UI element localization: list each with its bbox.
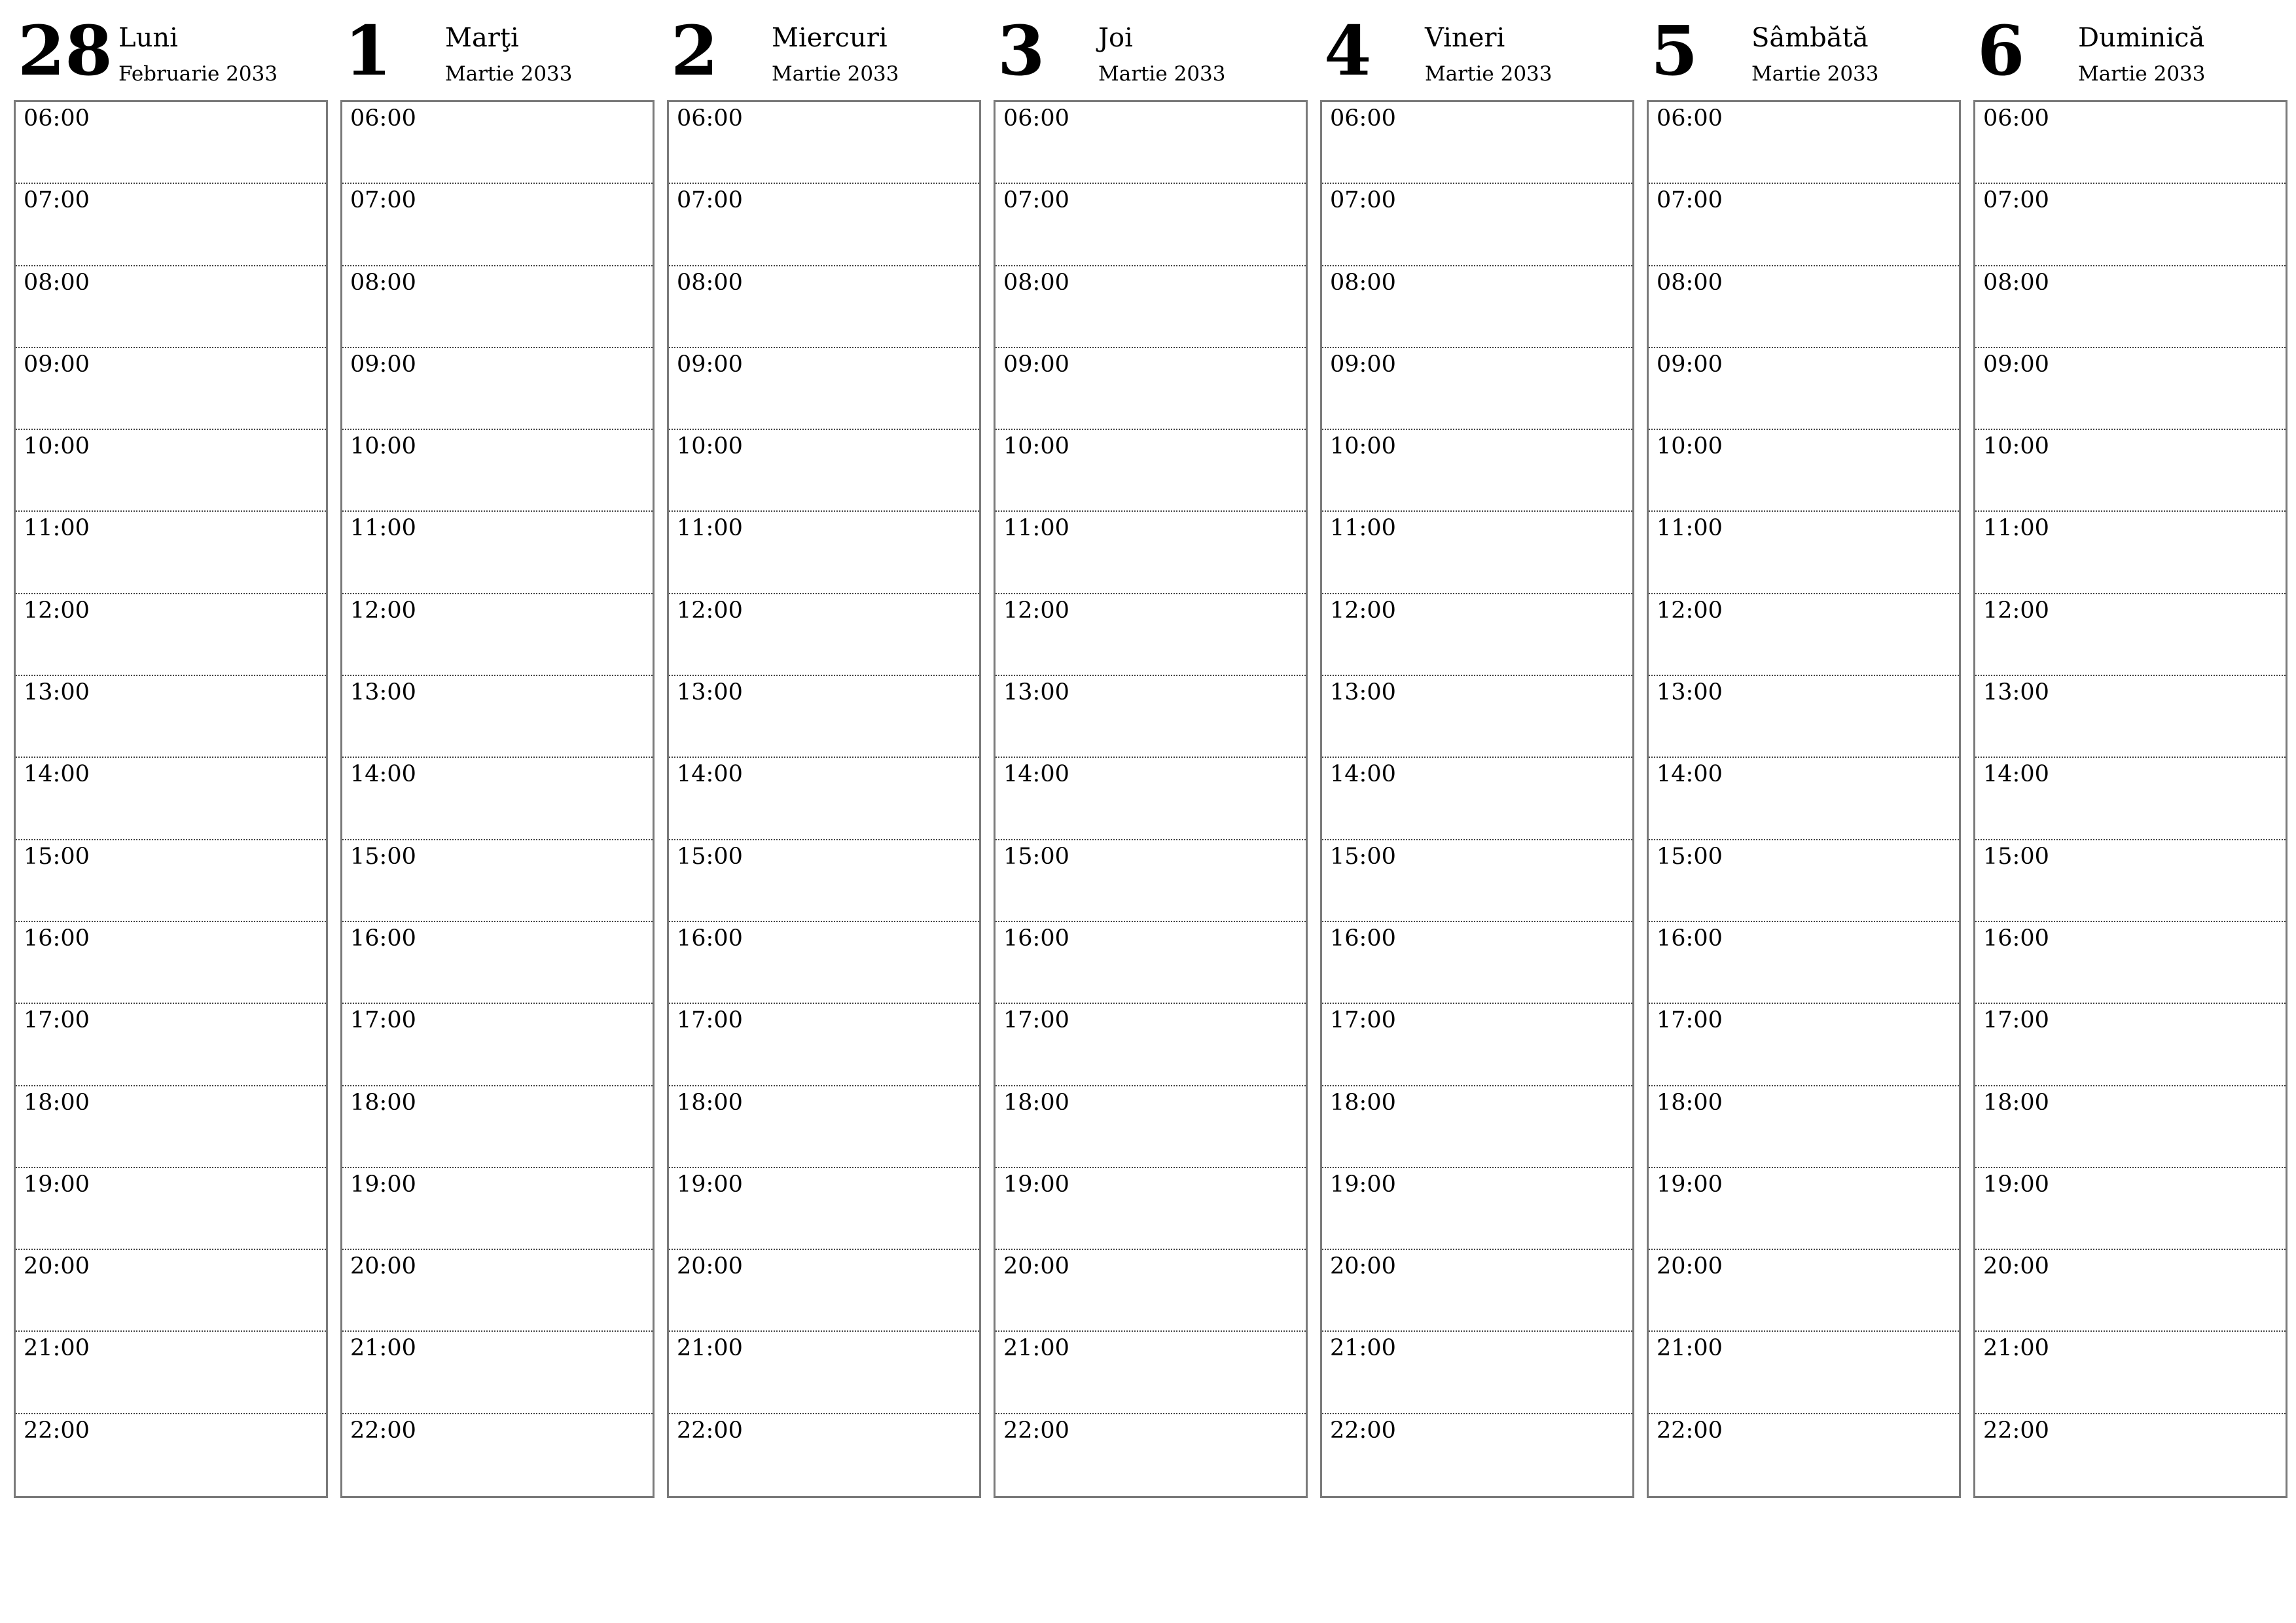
hour-label: 10:00 [1983,433,2049,460]
hour-label: 21:00 [1657,1335,1723,1362]
time-slot[interactable] [1322,102,1632,184]
schedule-box [340,100,655,1498]
time-slot[interactable] [342,1004,653,1086]
day-column [1647,0,1960,1505]
hour-label: 21:00 [350,1335,416,1362]
month-year: Martie 2033 [2078,62,2206,86]
hour-label: 18:00 [1003,1089,1069,1116]
time-slot[interactable] [16,430,326,512]
day-number: 2 [671,10,719,91]
day-column [1320,0,1633,1505]
hour-label: 06:00 [1003,105,1069,132]
hour-label: 16:00 [1983,925,2049,952]
time-slot[interactable] [1649,512,1959,594]
time-slot[interactable] [1322,594,1632,676]
time-slot[interactable] [1322,676,1632,758]
hour-label: 13:00 [350,679,416,706]
time-slot[interactable] [1322,184,1632,266]
month-year: Martie 2033 [772,62,899,86]
time-slot[interactable] [342,512,653,594]
day-header [1973,0,2286,98]
time-slot[interactable] [996,430,1306,512]
hour-label: 15:00 [677,843,743,870]
time-slot[interactable] [1649,430,1959,512]
time-slot[interactable] [669,676,979,758]
hour-label: 16:00 [350,925,416,952]
month-year: Martie 2033 [1098,62,1226,86]
hour-label: 19:00 [1657,1171,1723,1198]
time-slot[interactable] [16,512,326,594]
hour-label: 18:00 [1330,1089,1396,1116]
time-slot[interactable] [669,1250,979,1332]
hour-label: 21:00 [1330,1335,1396,1362]
time-slot[interactable] [1975,922,2286,1004]
hour-label: 22:00 [1983,1417,2049,1444]
hour-label: 17:00 [677,1007,743,1034]
day-header [340,0,653,98]
hour-label: 16:00 [677,925,743,952]
time-slot[interactable] [16,840,326,922]
hour-label: 13:00 [1983,679,2049,706]
hour-label: 12:00 [24,597,90,624]
hour-label: 15:00 [1003,843,1069,870]
hour-label: 19:00 [350,1171,416,1198]
day-header [994,0,1306,98]
hour-label: 22:00 [677,1417,743,1444]
hour-label: 18:00 [1983,1089,2049,1116]
day-header [1647,0,1960,98]
hour-label: 08:00 [1003,269,1069,296]
time-slot[interactable] [669,1414,979,1496]
hour-label: 10:00 [677,433,743,460]
time-slot[interactable] [1975,1086,2286,1168]
hour-label: 06:00 [350,105,416,132]
day-number: 1 [344,10,392,91]
hour-label: 12:00 [1003,597,1069,624]
time-slot[interactable] [1975,758,2286,840]
hour-label: 17:00 [1657,1007,1723,1034]
hour-label: 07:00 [1983,187,2049,214]
time-slot[interactable] [16,594,326,676]
hour-label: 10:00 [1330,433,1396,460]
hour-label: 19:00 [677,1171,743,1198]
hour-label: 06:00 [1657,105,1723,132]
time-slot[interactable] [1975,266,2286,348]
time-slot[interactable] [669,102,979,184]
hour-label: 13:00 [1003,679,1069,706]
hour-label: 15:00 [350,843,416,870]
time-slot[interactable] [342,348,653,430]
hour-label: 21:00 [1003,1335,1069,1362]
hour-label: 07:00 [677,187,743,214]
time-slot[interactable] [342,1414,653,1496]
hour-label: 15:00 [24,843,90,870]
time-slot[interactable] [1975,1004,2286,1086]
day-number: 4 [1324,10,1372,91]
day-column [340,0,653,1505]
time-slot[interactable] [996,1004,1306,1086]
day-number: 6 [1977,10,2025,91]
hour-label: 12:00 [1657,597,1723,624]
time-slot[interactable] [1649,1004,1959,1086]
hour-label: 18:00 [24,1089,90,1116]
hour-label: 10:00 [24,433,90,460]
hour-label: 22:00 [1003,1417,1069,1444]
time-slot[interactable] [16,758,326,840]
time-slot[interactable] [996,102,1306,184]
schedule-box [1973,100,2287,1498]
time-slot[interactable] [1322,1004,1632,1086]
time-slot[interactable] [16,1168,326,1250]
hour-label: 13:00 [1330,679,1396,706]
day-name: Duminică [2078,23,2205,53]
hour-label: 09:00 [1983,351,2049,378]
time-slot[interactable] [342,102,653,184]
day-header [14,0,327,98]
time-slot[interactable] [1649,840,1959,922]
time-slot[interactable] [342,758,653,840]
hour-label: 18:00 [350,1089,416,1116]
hour-label: 10:00 [1003,433,1069,460]
day-header [667,0,980,98]
time-slot[interactable] [342,184,653,266]
hour-label: 18:00 [1657,1089,1723,1116]
time-slot[interactable] [1649,1168,1959,1250]
hour-label: 17:00 [24,1007,90,1034]
time-slot[interactable] [342,922,653,1004]
time-slot[interactable] [1322,266,1632,348]
hour-label: 19:00 [1003,1171,1069,1198]
day-name: Miercuri [772,23,888,53]
hour-label: 20:00 [1657,1253,1723,1280]
hour-label: 10:00 [350,433,416,460]
month-year: Martie 2033 [1751,62,1879,86]
hour-label: 13:00 [24,679,90,706]
time-slot[interactable] [996,266,1306,348]
time-slot[interactable] [669,594,979,676]
hour-label: 07:00 [350,187,416,214]
time-slot[interactable] [1322,758,1632,840]
hour-label: 16:00 [24,925,90,952]
time-slot[interactable] [996,840,1306,922]
time-slot[interactable] [16,676,326,758]
time-slot[interactable] [342,1332,653,1414]
hour-label: 17:00 [1983,1007,2049,1034]
time-slot[interactable] [996,1414,1306,1496]
time-slot[interactable] [669,840,979,922]
hour-label: 08:00 [1983,269,2049,296]
time-slot[interactable] [1322,512,1632,594]
time-slot[interactable] [669,922,979,1004]
time-slot[interactable] [996,922,1306,1004]
time-slot[interactable] [996,1086,1306,1168]
time-slot[interactable] [1649,1086,1959,1168]
hour-label: 11:00 [1983,515,2049,542]
time-slot[interactable] [1322,1332,1632,1414]
hour-label: 15:00 [1330,843,1396,870]
time-slot[interactable] [16,266,326,348]
time-slot[interactable] [1975,184,2286,266]
hour-label: 14:00 [350,761,416,788]
time-slot[interactable] [1649,594,1959,676]
time-slot[interactable] [669,348,979,430]
hour-label: 14:00 [1003,761,1069,788]
hour-label: 10:00 [1657,433,1723,460]
hour-label: 14:00 [24,761,90,788]
hour-label: 07:00 [24,187,90,214]
hour-label: 20:00 [1003,1253,1069,1280]
hour-label: 16:00 [1330,925,1396,952]
hour-label: 08:00 [24,269,90,296]
time-slot[interactable] [669,758,979,840]
day-name: Luni [118,23,178,53]
hour-label: 13:00 [677,679,743,706]
day-column [994,0,1306,1505]
time-slot[interactable] [996,676,1306,758]
hour-label: 09:00 [1003,351,1069,378]
hour-label: 15:00 [1657,843,1723,870]
hour-label: 08:00 [1657,269,1723,296]
day-name: Joi [1098,23,1133,53]
time-slot[interactable] [669,1168,979,1250]
hour-label: 12:00 [1983,597,2049,624]
time-slot[interactable] [1975,430,2286,512]
time-slot[interactable] [16,1332,326,1414]
hour-label: 14:00 [1983,761,2049,788]
time-slot[interactable] [1975,348,2286,430]
time-slot[interactable] [342,1086,653,1168]
time-slot[interactable] [996,1332,1306,1414]
hour-label: 09:00 [350,351,416,378]
time-slot[interactable] [996,512,1306,594]
time-slot[interactable] [669,184,979,266]
hour-label: 19:00 [1983,1171,2049,1198]
time-slot[interactable] [1649,1250,1959,1332]
time-slot[interactable] [1649,1414,1959,1496]
time-slot[interactable] [1649,758,1959,840]
time-slot[interactable] [1649,102,1959,184]
time-slot[interactable] [669,1086,979,1168]
time-slot[interactable] [1649,676,1959,758]
time-slot[interactable] [1975,594,2286,676]
time-slot[interactable] [1322,922,1632,1004]
hour-label: 07:00 [1657,187,1723,214]
hour-label: 20:00 [677,1253,743,1280]
hour-label: 11:00 [1330,515,1396,542]
hour-label: 16:00 [1657,925,1723,952]
hour-label: 22:00 [350,1417,416,1444]
time-slot[interactable] [1975,1250,2286,1332]
time-slot[interactable] [1649,348,1959,430]
month-year: Martie 2033 [1425,62,1552,86]
time-slot[interactable] [342,266,653,348]
hour-label: 09:00 [677,351,743,378]
time-slot[interactable] [16,102,326,184]
day-column [14,0,327,1505]
time-slot[interactable] [1649,266,1959,348]
time-slot[interactable] [1975,102,2286,184]
hour-label: 17:00 [350,1007,416,1034]
hour-label: 08:00 [1330,269,1396,296]
time-slot[interactable] [1322,1086,1632,1168]
hour-label: 11:00 [1003,515,1069,542]
hour-label: 15:00 [1983,843,2049,870]
hour-label: 08:00 [350,269,416,296]
hour-label: 20:00 [1983,1253,2049,1280]
day-name: Marţi [445,23,519,53]
hour-label: 20:00 [24,1253,90,1280]
day-name: Vineri [1425,23,1505,53]
hour-label: 07:00 [1330,187,1396,214]
time-slot[interactable] [669,1004,979,1086]
time-slot[interactable] [669,266,979,348]
hour-label: 17:00 [1003,1007,1069,1034]
schedule-box [994,100,1308,1498]
time-slot[interactable] [1975,676,2286,758]
hour-label: 14:00 [1330,761,1396,788]
time-slot[interactable] [342,1168,653,1250]
hour-label: 11:00 [24,515,90,542]
schedule-box [14,100,328,1498]
hour-label: 22:00 [24,1417,90,1444]
hour-label: 12:00 [350,597,416,624]
time-slot[interactable] [669,1332,979,1414]
schedule-box [667,100,981,1498]
time-slot[interactable] [1975,1332,2286,1414]
time-slot[interactable] [996,758,1306,840]
hour-label: 20:00 [1330,1253,1396,1280]
hour-label: 14:00 [1657,761,1723,788]
hour-label: 11:00 [350,515,416,542]
time-slot[interactable] [342,676,653,758]
time-slot[interactable] [1975,1168,2286,1250]
time-slot[interactable] [669,430,979,512]
time-slot[interactable] [16,1414,326,1496]
hour-label: 13:00 [1657,679,1723,706]
time-slot[interactable] [996,594,1306,676]
schedule-box [1320,100,1634,1498]
hour-label: 12:00 [1330,597,1396,624]
time-slot[interactable] [996,1250,1306,1332]
hour-label: 06:00 [1983,105,2049,132]
hour-label: 06:00 [24,105,90,132]
month-year: Martie 2033 [445,62,573,86]
hour-label: 09:00 [1657,351,1723,378]
hour-label: 22:00 [1330,1417,1396,1444]
day-number: 5 [1651,10,1698,91]
hour-label: 17:00 [1330,1007,1396,1034]
hour-label: 19:00 [1330,1171,1396,1198]
time-slot[interactable] [1975,512,2286,594]
time-slot[interactable] [16,1086,326,1168]
time-slot[interactable] [1975,840,2286,922]
hour-label: 20:00 [350,1253,416,1280]
hour-label: 09:00 [24,351,90,378]
hour-label: 06:00 [1330,105,1396,132]
hour-label: 11:00 [1657,515,1723,542]
hour-label: 21:00 [1983,1335,2049,1362]
day-number: 28 [18,10,113,91]
day-name: Sâmbătă [1751,23,1869,53]
hour-label: 09:00 [1330,351,1396,378]
schedule-box [1647,100,1961,1498]
time-slot[interactable] [1649,922,1959,1004]
month-year: Februarie 2033 [118,62,278,86]
day-column [1973,0,2286,1505]
hour-label: 18:00 [677,1089,743,1116]
time-slot[interactable] [1322,840,1632,922]
time-slot[interactable] [16,1004,326,1086]
hour-label: 19:00 [24,1171,90,1198]
time-slot[interactable] [1322,1168,1632,1250]
hour-label: 16:00 [1003,925,1069,952]
time-slot[interactable] [16,1250,326,1332]
time-slot[interactable] [1322,1250,1632,1332]
time-slot[interactable] [342,430,653,512]
hour-label: 21:00 [677,1335,743,1362]
hour-label: 14:00 [677,761,743,788]
day-column [667,0,980,1505]
hour-label: 11:00 [677,515,743,542]
hour-label: 08:00 [677,269,743,296]
hour-label: 07:00 [1003,187,1069,214]
time-slot[interactable] [669,512,979,594]
time-slot[interactable] [342,840,653,922]
hour-label: 06:00 [677,105,743,132]
day-number: 3 [997,10,1045,91]
hour-label: 22:00 [1657,1417,1723,1444]
time-slot[interactable] [16,348,326,430]
time-slot[interactable] [1975,1414,2286,1496]
hour-label: 21:00 [24,1335,90,1362]
time-slot[interactable] [16,922,326,1004]
time-slot[interactable] [342,1250,653,1332]
time-slot[interactable] [1322,1414,1632,1496]
time-slot[interactable] [342,594,653,676]
time-slot[interactable] [1322,348,1632,430]
time-slot[interactable] [16,184,326,266]
time-slot[interactable] [996,184,1306,266]
time-slot[interactable] [1649,1332,1959,1414]
time-slot[interactable] [996,1168,1306,1250]
time-slot[interactable] [1649,184,1959,266]
day-header [1320,0,1633,98]
time-slot[interactable] [996,348,1306,430]
hour-label: 12:00 [677,597,743,624]
time-slot[interactable] [1322,430,1632,512]
